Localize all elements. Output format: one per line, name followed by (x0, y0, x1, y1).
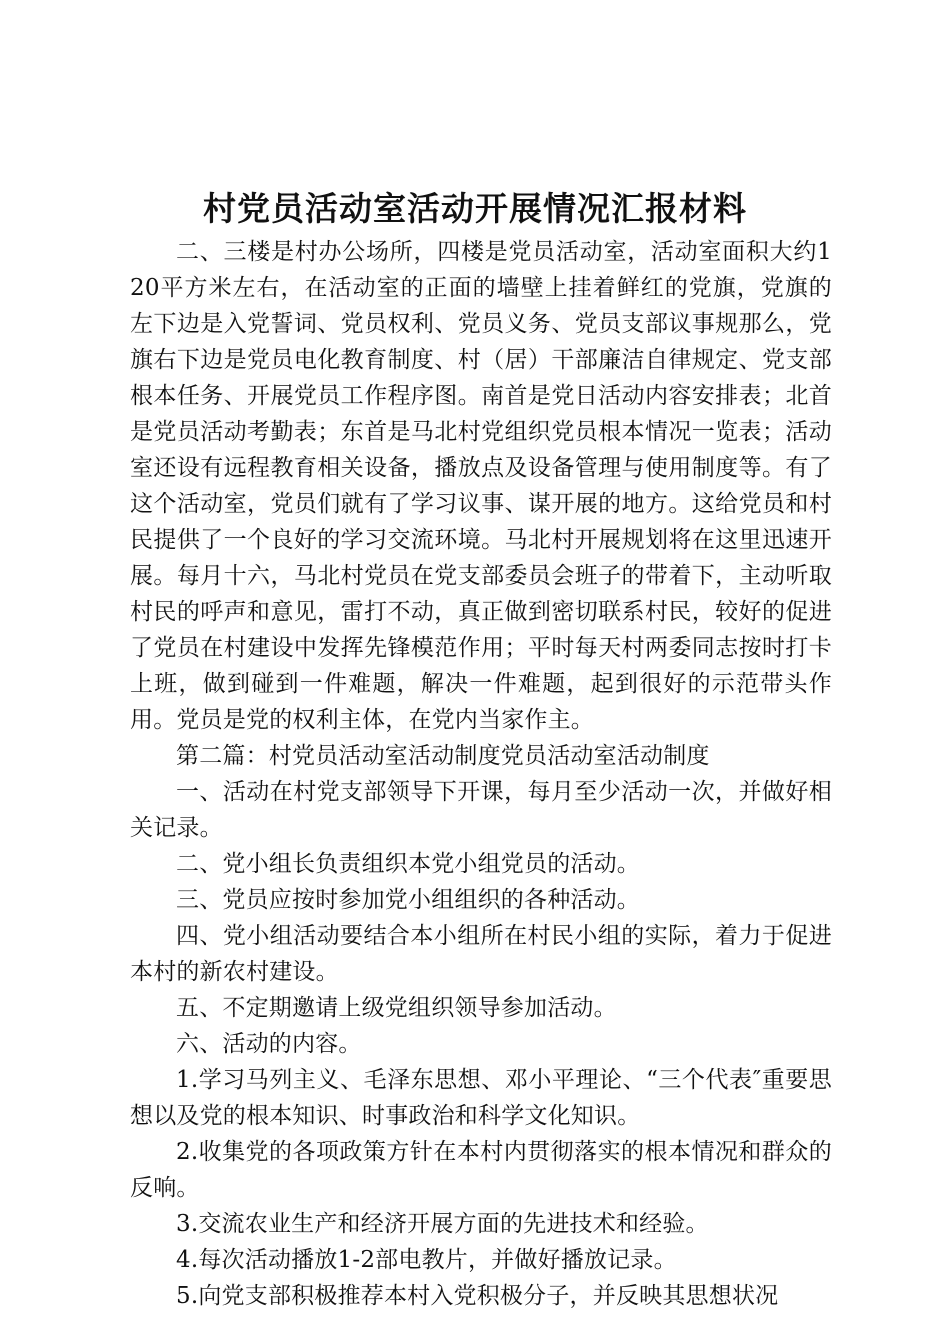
paragraph-rule-4: 四、党小组活动要结合本小组所在村民小组的实际，着力于促进本村的新农村建设。 (130, 923, 832, 985)
paragraph-content-4: 4.每次活动播放1-2部电教片，并做好播放记录。 (176, 1247, 677, 1273)
paragraph-section-heading: 第二篇：村党员活动室活动制度党员活动室活动制度 (176, 743, 710, 769)
paragraph-content-2: 2.收集党的各项政策方针在本村内贯彻落实的根本情况和群众的反响。 (130, 1139, 832, 1201)
document-body (130, 234, 832, 1314)
paragraph-intro: 二、三楼是村办公场所，四楼是党员活动室，活动室面积大约120平方米左右，在活动室的正面的墙壁上挂着鲜红的党旗，党旗的左下边是入党誓词、党员权利、党员义务、党员支部议事规那么，党旗右下边是党员电化教育制度、村（居）干部廉洁自律规定、党支部根本任务、开展党员工作程序图。南首是党日活动内容安排表；北首是党员活动考勤表；东首是马北村党组织党员根本情况一览表；活动室还设有远程教育相关设备，播放点及设备管理与使用制度等。有了这个活动室，党员们就有了学习议事、谋开展的地方。这给党员和村民提供了一个良好的学习交流环境。马北村开展规划将在这里迅速开展。每月十六，马北村党员在党支部委员会班子的带着下，主动听取村民的呼声和意见，雷打不动，真正做到密切联系村民，较好的促进了党员在村建设中发挥先锋模范作用；平时每天村两委同志按时打卡上班，做到碰到一件难题，解决一件难题，起到很好的示范带头作用。党员是党的权利主体，在党内当家作主。 (130, 239, 832, 733)
paragraph-content-5: 5.向党支部积极推荐本村入党积极分子，并反映其思想状况 (176, 1283, 779, 1309)
paragraph-rule-1: 一、活动在村党支部领导下开课，每月至少活动一次，并做好相关记录。 (130, 779, 832, 841)
document-title: 村党员活动室活动开展情况汇报材料 (203, 189, 747, 228)
paragraph-rule-6: 六、活动的内容。 (176, 1031, 362, 1057)
paragraph-content-3: 3.交流农业生产和经济开展方面的先进技术和经验。 (176, 1211, 709, 1237)
paragraph-rule-5: 五、不定期邀请上级党组织领导参加活动。 (176, 995, 617, 1021)
paragraph-content-1: 1.学习马列主义、毛泽东思想、邓小平理论、“三个代表″重要思想以及党的根本知识、时事政治和科学文化知识。 (130, 1067, 832, 1129)
paragraph-rule-2: 二、党小组长负责组织本党小组党员的活动。 (176, 851, 640, 877)
paragraph-rule-3: 三、党员应按时参加党小组组织的各种活动。 (176, 887, 640, 913)
